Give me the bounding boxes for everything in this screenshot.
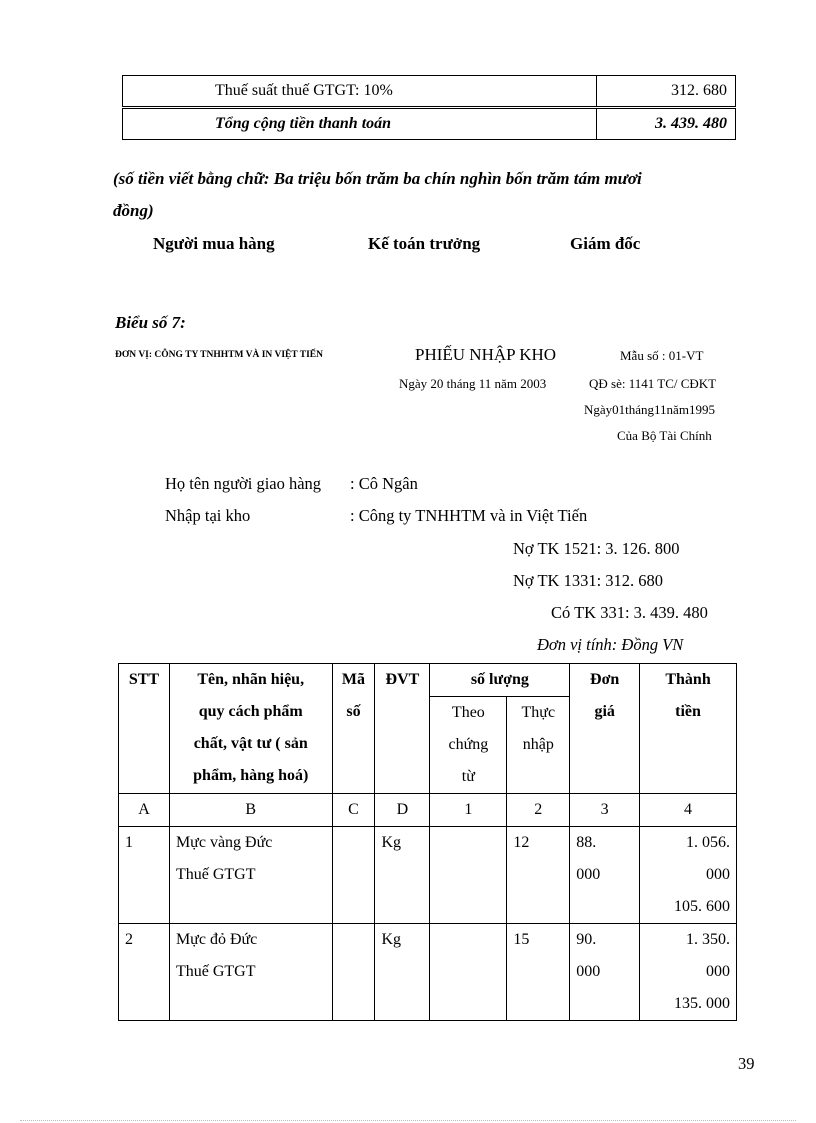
header-code-line: số	[346, 703, 361, 720]
vat-label: Thuế suất thuế GTGT: 10%	[123, 76, 597, 108]
signature-accountant: Kế toán trưởng	[368, 234, 481, 253]
header-code-line: Mã	[341, 671, 366, 688]
header-item-name-line: chất, vật tư ( sản	[193, 735, 308, 752]
decision-number: QĐ sè: 1141 TC/ CĐKT	[589, 376, 717, 391]
header-row-1	[119, 664, 737, 697]
row-item-name-line: Thuế GTGT	[175, 963, 256, 980]
row-item-name	[169, 924, 332, 1021]
row-unit-price-line: 90.	[576, 931, 597, 948]
header-qty-per-document	[430, 697, 507, 794]
row-amount-line: 1. 056.	[686, 834, 730, 851]
row-qty-doc	[430, 827, 507, 924]
row-unit: Kg	[375, 924, 430, 1021]
header-amount	[640, 664, 737, 794]
header-unit-price-line: giá	[594, 703, 615, 720]
vat-value: 312. 680	[597, 76, 736, 108]
header-amount-line: tiền	[675, 703, 701, 720]
row-unit-price	[570, 827, 640, 924]
code-cell: B	[169, 794, 332, 827]
amount-in-words-line1: (số tiền viết bằng chữ: Ba triệu bốn trăm ba chín nghìn bốn trăm tám mươi	[113, 169, 642, 188]
footer-divider	[20, 1120, 796, 1121]
total-row	[123, 108, 736, 140]
row-unit-price-line: 88.	[576, 834, 597, 851]
ministry: Của Bộ Tài Chính	[617, 428, 712, 443]
table-row	[119, 924, 737, 1021]
header-qty-doc-line: chứng	[448, 736, 489, 753]
header-stt: STT	[119, 664, 170, 794]
total-value: 3. 439. 480	[597, 108, 736, 140]
document-title: PHIẾU NHẬP KHO	[415, 345, 557, 364]
row-qty-received: 12	[507, 827, 570, 924]
row-amount-line: 1. 350.	[686, 931, 730, 948]
form-label: Biểu số 7:	[115, 313, 186, 332]
header-qty-doc-line: từ	[461, 768, 475, 785]
header-amount-line: Thành	[665, 671, 711, 688]
deliverer-label: Họ tên người giao hàng	[165, 474, 322, 493]
code-row	[119, 794, 737, 827]
header-quantity: số lượng	[430, 664, 570, 697]
row-code	[332, 924, 375, 1021]
header-unit-price-line: Đơn	[590, 671, 620, 688]
signature-director: Giám đốc	[570, 234, 641, 253]
code-cell: A	[119, 794, 170, 827]
row-stt: 1	[119, 827, 170, 924]
unit-name: ĐƠN VỊ: CÔNG TY TNHHTM VÀ IN VIỆT TIẾN	[115, 350, 323, 360]
row-item-name-line: Mực vàng Đức	[175, 834, 273, 851]
deliverer-value: : Cô Ngân	[350, 474, 418, 493]
row-unit-price-line: 000	[576, 963, 601, 980]
row-amount	[640, 924, 737, 1021]
code-cell: 2	[507, 794, 570, 827]
summary-table	[122, 75, 736, 140]
currency-unit: Đơn vị tính: Đồng VN	[537, 635, 684, 654]
total-label: Tổng cộng tiền thanh toán	[123, 108, 597, 140]
goods-receipt-table	[118, 663, 737, 1021]
header-unit: ĐVT	[375, 664, 430, 794]
header-item-name-line: Tên, nhãn hiệu,	[197, 671, 305, 688]
row-code	[332, 827, 375, 924]
header-item-name-line: quy cách phẩm	[198, 703, 303, 720]
code-cell: 1	[430, 794, 507, 827]
code-cell: 4	[640, 794, 737, 827]
header-code	[332, 664, 375, 794]
header-qty-received	[507, 697, 570, 794]
row-item-name-line: Thuế GTGT	[175, 866, 256, 883]
warehouse-value: : Công ty TNHHTM và in Việt Tiến	[350, 506, 588, 525]
row-unit-price-line: 000	[576, 866, 601, 883]
signature-buyer: Người mua hàng	[153, 234, 275, 253]
row-item-name	[169, 827, 332, 924]
amount-in-words-line2: đồng)	[113, 201, 154, 220]
table-row	[119, 827, 737, 924]
warehouse-label: Nhập tại kho	[165, 506, 251, 525]
row-amount-line: 135. 000	[674, 995, 730, 1012]
row-qty-doc	[430, 924, 507, 1021]
decision-date: Ngày01tháng11năm1995	[584, 402, 715, 417]
code-cell: D	[375, 794, 430, 827]
page-number: 39	[738, 1054, 755, 1073]
row-amount-line: 105. 600	[674, 898, 730, 915]
document-date: Ngày 20 tháng 11 năm 2003	[399, 376, 547, 391]
row-qty-received: 15	[507, 924, 570, 1021]
row-item-name-line: Mực đỏ Đức	[175, 931, 258, 948]
row-unit-price	[570, 924, 640, 1021]
header-item-name	[169, 664, 332, 794]
credit-account-331: Có TK 331: 3. 439. 480	[551, 603, 708, 622]
header-unit-price	[570, 664, 640, 794]
row-unit: Kg	[375, 827, 430, 924]
header-qty-real-line: Thực	[521, 704, 556, 721]
row-stt: 2	[119, 924, 170, 1021]
header-qty-real-line: nhập	[522, 736, 554, 753]
row-amount-line: 000	[706, 866, 730, 883]
vat-row	[123, 76, 736, 108]
header-qty-doc-line: Theo	[451, 704, 485, 721]
row-amount-line: 000	[706, 963, 730, 980]
debit-account-1521: Nợ TK 1521: 3. 126. 800	[513, 539, 680, 558]
form-number: Mẫu số : 01-VT	[620, 348, 704, 363]
code-cell: 3	[570, 794, 640, 827]
debit-account-1331: Nợ TK 1331: 312. 680	[513, 571, 664, 590]
code-cell: C	[332, 794, 375, 827]
header-item-name-line: phẩm, hàng hoá)	[193, 767, 309, 784]
row-amount	[640, 827, 737, 924]
